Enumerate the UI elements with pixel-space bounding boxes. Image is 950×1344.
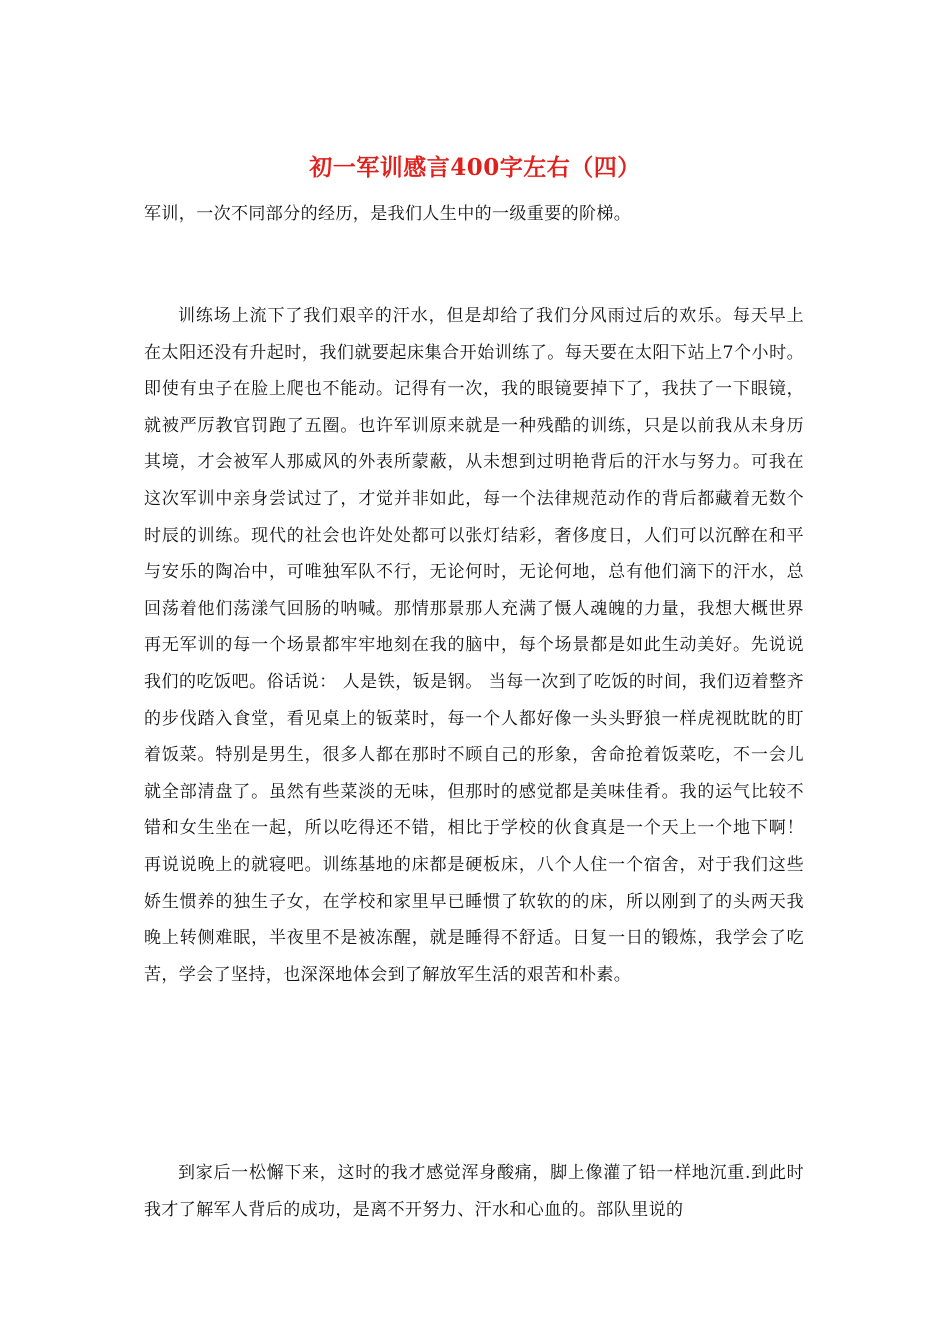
body-paragraph: 到家后一松懈下来，这时的我才感觉浑身酸痛，脚上像灌了铅一样地沉重.到此时我才了解军人背后的成功，是离不开努力、汗水和心血的。部队里说的 [144,1163,804,1220]
intro-paragraph: 军训，一次不同部分的经历，是我们人生中的一级重要的阶梯。 [144,204,632,224]
body-paragraph: 训练场上流下了我们艰辛的汗水，但是却给了我们分风雨过后的欢乐。每天早上在太阳还没有升起时，我们就要起床集合开始训练了。每天要在太阳下站上7个小时。即使有虫子在脸上爬也不能动。记得有一次，我的眼镜要掉下了，我扶了一下眼镜，就被严厉教官罚跑了五圈。也许军训原来就是一种残酷的训练，只是以前我从未身历其境，才会被军人那威风的外表所蒙蔽，从未想到过明艳背后的汗水与努力。可我在这次军训中亲身尝试过了，才觉并非如此，每一个法律规范动作的背后都藏着无数个时辰的训练。现代的社会也许处处都可以张灯结彩，奢侈度日，人们可以沉醉在和平与安乐的陶冶中，可唯独军队不行，无论何时，无论何地，总有他们滴下的汗水，总回荡着他们荡漾气回肠的呐喊。那情那景那人充满了慑人魂魄的力量，我想大概世界再无军训的每一个场景都牢牢地刻在我的脑中，每个场景都是如此生动美好。先说说我们的吃饭吧。俗话说： 人是铁，钣是钢。 当每一次到了吃饭的时间，我们迈着整齐的步伐踏入食堂，看见桌上的钣菜时，每一个人都好像一头头野狼一样虎视眈眈的盯着饭菜。特别是男生，很多人都在那时不顾自己的形象，舍命抢着饭菜吃，不一会儿就全部清盘了。虽然有些菜淡的无味，但那时的感觉都是美味佳肴。我的运气比较不错和女生坐在一起，所以吃得还不错，相比于学校的伙食真是一个天上一个地下啊！再说说晚上的就寝吧。训练基地的床都是硬板床，八个人住一个宿舍，对于我们这些娇生惯养的独生子女，在学校和家里早已睡惯了软软的的床，所以刚到了的头两天我晚上转侧难眠，半夜里不是被冻醒，就是睡得不舒适。日复一日的锻炼，我学会了吃苦，学会了坚持，也深深地体会到了解放军生活的艰苦和朴素。 [144,306,804,985]
document-title: 初一军训感言400字左右（四） [309,154,641,181]
